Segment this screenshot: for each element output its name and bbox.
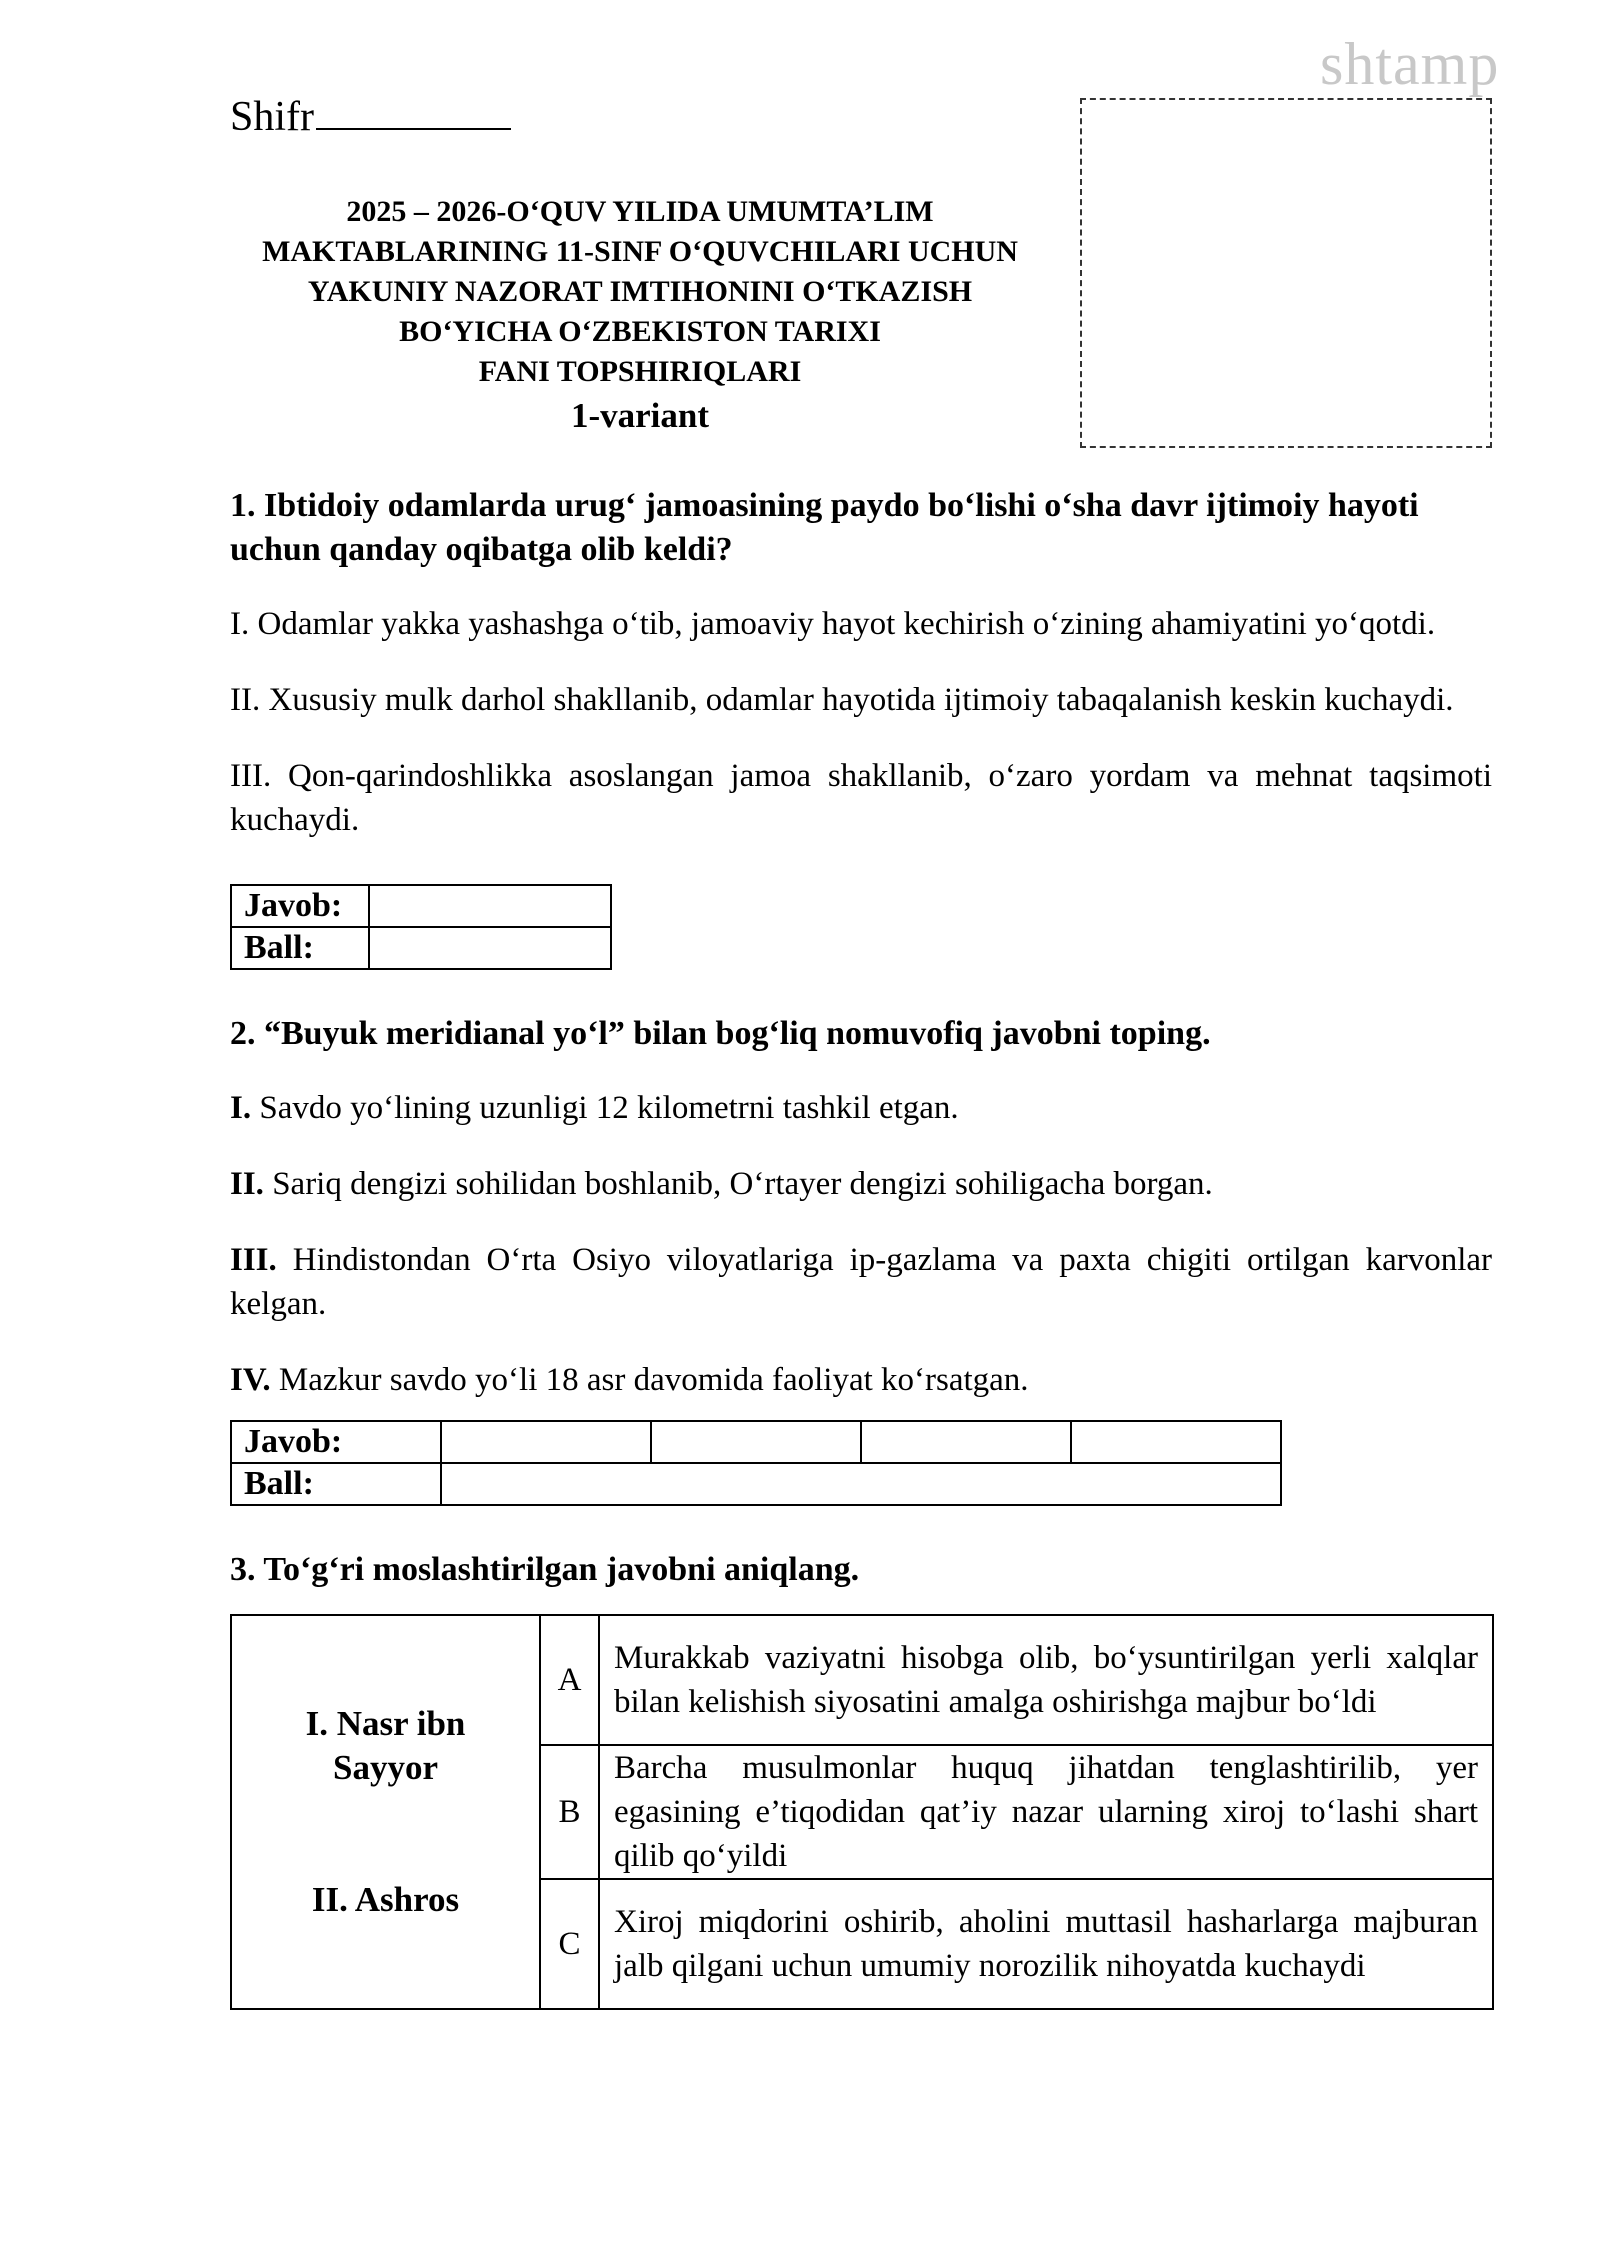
answer-cell[interactable]	[1071, 1421, 1281, 1463]
answer-cell[interactable]	[651, 1421, 861, 1463]
matching-letter: A	[540, 1615, 599, 1745]
matching-text: Murakkab vaziyatni hisobga olib, bo‘ysuntirilgan yerli xalqlar bilan kelishish siyosatini amalga oshirishga majbur bo‘ldi	[599, 1615, 1493, 1745]
option-number: III.	[230, 1242, 277, 1278]
question-2-title: 2. “Buyuk meridianal yo‘l” bilan bog‘liq nomuvofiq javobni toping.	[230, 1015, 1211, 1052]
question-1	[230, 484, 1492, 970]
matching-left-item: I. Nasr ibn Sayyor	[305, 1704, 466, 1787]
option-text: Mazkur savdo yo‘li 18 asr davomida faoliyat ko‘rsatgan.	[278, 1362, 1029, 1398]
question-1-option: II. Xususiy mulk darhol shakllanib, odamlar hayotida ijtimoiy tabaqalanish keskin kuchaydi.	[230, 682, 1454, 718]
question-2-option	[230, 1162, 1492, 1206]
answer-cell[interactable]	[369, 885, 611, 927]
watermark-text: shtamp	[1320, 31, 1500, 97]
question-1-title: 1. Ibtidoiy odamlarda urug‘ jamoasining paydo bo‘lishi o‘sha davr ijtimoiy hayoti uchun qanday oqibatga olib keldi?	[230, 487, 1419, 568]
matching-table	[230, 1614, 1494, 2010]
option-number: IV.	[230, 1362, 271, 1398]
document-header	[225, 192, 1055, 436]
score-cell[interactable]	[441, 1463, 1281, 1505]
matching-letter: B	[540, 1745, 599, 1879]
stamp-box	[1080, 98, 1492, 448]
cipher-field	[230, 93, 511, 141]
header-line: BO‘YICHA O‘ZBEKISTON TARIXI	[399, 315, 881, 348]
question-1-option: I. Odamlar yakka yashashga o‘tib, jamoaviy hayot kechirish o‘zining ahamiyatini yo‘qotdi.	[230, 606, 1436, 642]
score-label: Ball:	[231, 927, 369, 969]
question-1-option: III. Qon-qarindoshlikka asoslangan jamoa shakllanib, o‘zaro yordam va mehnat taqsimoti kuchaydi.	[230, 758, 1492, 838]
score-label: Ball:	[231, 1463, 441, 1505]
questions-section	[230, 484, 1492, 2010]
question-3-title: 3. To‘g‘ri moslashtirilgan javobni aniqlang.	[230, 1551, 860, 1588]
option-text: Savdo yo‘lining uzunligi 12 kilometrni tashkil etgan.	[259, 1090, 959, 1126]
question-2	[230, 1012, 1492, 1506]
question-2-answer-table	[230, 1420, 1282, 1506]
header-line: 2025 – 2026-O‘QUV YILIDA UMUMTA’LIM	[346, 195, 934, 228]
answer-label: Javob:	[231, 885, 369, 927]
matching-letter: C	[540, 1879, 599, 2009]
cipher-label: Shifr	[230, 94, 314, 140]
matching-left-column	[231, 1615, 540, 2009]
matching-left-item: II. Ashros	[311, 1880, 460, 1919]
variant-label: 1-variant	[570, 396, 710, 435]
option-number: I.	[230, 1090, 252, 1126]
matching-text: Barcha musulmonlar huquq jihatdan tenglashtirilib, yer egasining e’tiqodidan qat’iy nazar ularning xiroj to‘lashi shart qilib qo‘yildi	[599, 1745, 1493, 1879]
question-2-option	[230, 1238, 1492, 1326]
answer-cell[interactable]	[441, 1421, 651, 1463]
answer-cell[interactable]	[861, 1421, 1071, 1463]
header-line: YAKUNIY NAZORAT IMTIHONINI O‘TKAZISH	[307, 275, 973, 308]
question-2-option	[230, 1086, 1492, 1130]
question-3	[230, 1548, 1492, 2010]
question-2-option	[230, 1358, 1492, 1402]
matching-text: Xiroj miqdorini oshirib, aholini muttasil hasharlarga majburan jalb qilgani uchun umumiy norozilik nihoyatda kuchaydi	[599, 1879, 1493, 2009]
option-text: Sariq dengizi sohilidan boshlanib, O‘rtayer dengizi sohiligacha borgan.	[272, 1166, 1213, 1202]
header-line: MAKTABLARINING 11-SINF O‘QUVCHILARI UCHUN	[262, 235, 1018, 268]
option-number: II.	[230, 1166, 264, 1202]
score-cell[interactable]	[369, 927, 611, 969]
question-1-answer-table	[230, 884, 612, 970]
answer-label: Javob:	[231, 1421, 441, 1463]
header-line: FANI TOPSHIRIQLARI	[478, 355, 802, 388]
option-text: Hindistondan O‘rta Osiyo viloyatlariga ip-gazlama va paxta chigiti ortilgan karvonlar kelgan.	[230, 1242, 1493, 1322]
cipher-blank-line[interactable]	[316, 98, 511, 130]
